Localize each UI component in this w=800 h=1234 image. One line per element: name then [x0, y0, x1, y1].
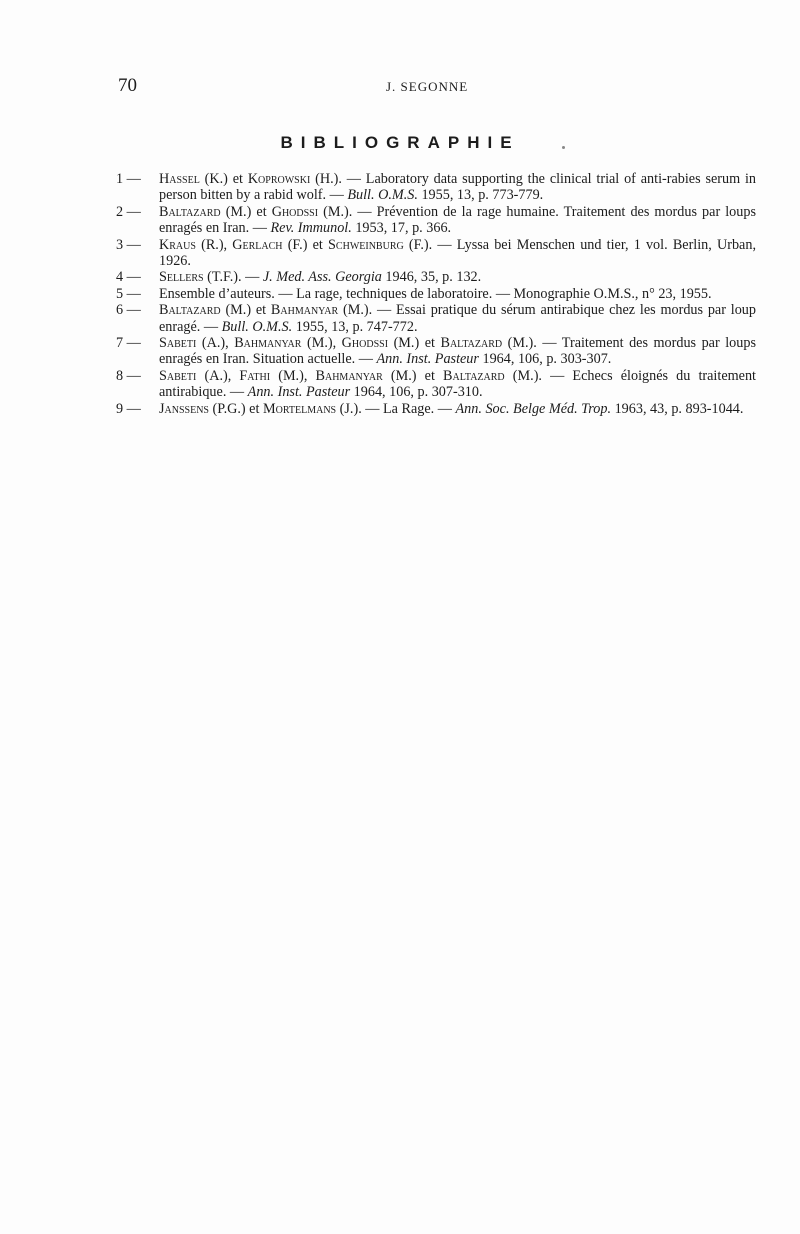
author-name: Bahmanyar [270, 302, 339, 319]
reference-item-8 [116, 368, 756, 401]
reference-segment: (M.). — Echecs éloignés du traitement antirabique. — [159, 367, 756, 401]
reference-number: 3 — [116, 236, 141, 253]
author-name: Ghodssi [341, 335, 389, 352]
author-name: Baltazard [443, 367, 505, 384]
reference-item-5 [116, 286, 756, 302]
reference-item-3 [116, 237, 756, 270]
reference-number: 6 — [116, 302, 141, 319]
reference-segment: (M.), [270, 367, 316, 384]
author-name: Sellers [159, 269, 204, 286]
journal-title: Bull. O.M.S. [347, 187, 418, 204]
journal-title: J. Med. Ass. Georgia [262, 269, 382, 286]
bibliography-list [116, 171, 756, 417]
reference-segment: (F.) et [282, 236, 329, 253]
reference-text [159, 368, 756, 401]
author-name: Fathi [239, 367, 271, 384]
reference-text [159, 269, 756, 285]
reference-item-4 [116, 269, 756, 285]
reference-text: Ensemble d’auteurs. — La rage, techniques de laboratoire. — Monographie O.M.S., n° 23, 1955. [159, 285, 712, 302]
author-name: Baltazard [159, 203, 221, 220]
reference-segment: (M.) et [382, 367, 444, 384]
author-name: Sabeti [159, 367, 197, 384]
reference-segment: (M.). — Traitement des mordus par loups enragés en Iran. Situation actuelle. — [159, 335, 756, 368]
reference-segment: (P.G.) et [208, 400, 263, 417]
reference-segment: (M.) et [220, 302, 271, 319]
reference-citation: 1964, 106, p. 303-307. [478, 351, 612, 368]
author-name: Baltazard [159, 302, 221, 319]
reference-text [159, 171, 756, 204]
reference-number: 5 — [116, 285, 141, 302]
reference-segment: (J.). — La Rage. — [336, 400, 456, 417]
author-name: Hassel [159, 171, 200, 187]
journal-title: Ann. Inst. Pasteur [247, 384, 351, 401]
reference-segment: (H.). — Laboratory data supporting the clinical trial of anti-rabies serum in person bitten by a rabid wolf. — [159, 171, 757, 204]
reference-segment: (M.) et [220, 203, 272, 220]
author-name: Ghodssi [271, 203, 319, 220]
author-name: Janssens [159, 400, 209, 417]
reference-segment: (M.). — Essai pratique du sérum antirabique chez les mordus par loup enragé. — [159, 302, 756, 335]
reference-number: 4 — [116, 269, 141, 286]
journal-title: Bull. O.M.S. [221, 318, 293, 335]
reference-citation: 1946, 35, p. 132. [381, 269, 482, 286]
reference-text [159, 401, 756, 417]
reference-text [159, 302, 756, 335]
author-name: Sabeti [159, 335, 197, 352]
reference-item-2 [116, 204, 756, 237]
reference-item-1 [116, 171, 756, 204]
journal-title: Rev. Immunol. [270, 220, 352, 237]
reference-segment: (M.). — Prévention de la rage humaine. Traitement des mordus par loups enragés en Iran. — [159, 203, 756, 237]
ink-speck [562, 146, 565, 149]
journal-title: Ann. Soc. Belge Méd. Trop. [455, 400, 612, 417]
reference-item-6 [116, 302, 756, 335]
author-name: Baltazard [440, 335, 503, 352]
reference-segment: (M.), [301, 335, 342, 352]
reference-segment: (K.) et [199, 171, 248, 187]
reference-segment: (A.), [196, 335, 235, 352]
reference-number: 2 — [116, 203, 141, 220]
reference-text [159, 204, 756, 237]
reference-item-9 [116, 401, 756, 417]
journal-title: Ann. Inst. Pasteur [376, 351, 479, 368]
author-name: Bahmanyar [234, 335, 302, 352]
author-name: Mortelmans [262, 400, 337, 417]
reference-citation: 1955, 13, p. 747-772. [292, 318, 418, 335]
reference-segment: (M.) et [388, 335, 441, 352]
reference-citation: 1964, 106, p. 307-310. [350, 384, 483, 401]
page-number: 70 [118, 75, 137, 96]
reference-segment: (T.F.). — [203, 269, 263, 286]
reference-number: 9 — [116, 400, 141, 417]
reference-segment: (A.), [196, 367, 240, 384]
author-name: Schweinburg [328, 236, 404, 253]
author-name: Koprowski [247, 171, 311, 187]
author-name: Gerlach [232, 236, 283, 253]
reference-citation: 1955, 13, p. 773-779. [417, 187, 544, 204]
reference-item-7 [116, 335, 756, 368]
reference-citation: 1953, 17, p. 366. [351, 220, 452, 237]
reference-text [159, 237, 756, 270]
reference-number: 8 — [116, 367, 141, 384]
reference-number: 1 — [116, 171, 141, 187]
reference-segment: (R.), [195, 236, 233, 253]
author-name: Bahmanyar [315, 367, 383, 384]
author-name: Kraus [159, 236, 196, 253]
reference-text [159, 335, 756, 368]
reference-number: 7 — [116, 335, 141, 352]
reference-segment: (F.). — Lyssa bei Menschen und tier, 1 vol. Berlin, Urban, 1926. [159, 236, 756, 270]
reference-citation: 1963, 43, p. 893-1044. [611, 400, 744, 417]
running-head: J. SEGONNE [386, 79, 469, 94]
section-title: BIBLIOGRAPHIE [280, 133, 520, 152]
